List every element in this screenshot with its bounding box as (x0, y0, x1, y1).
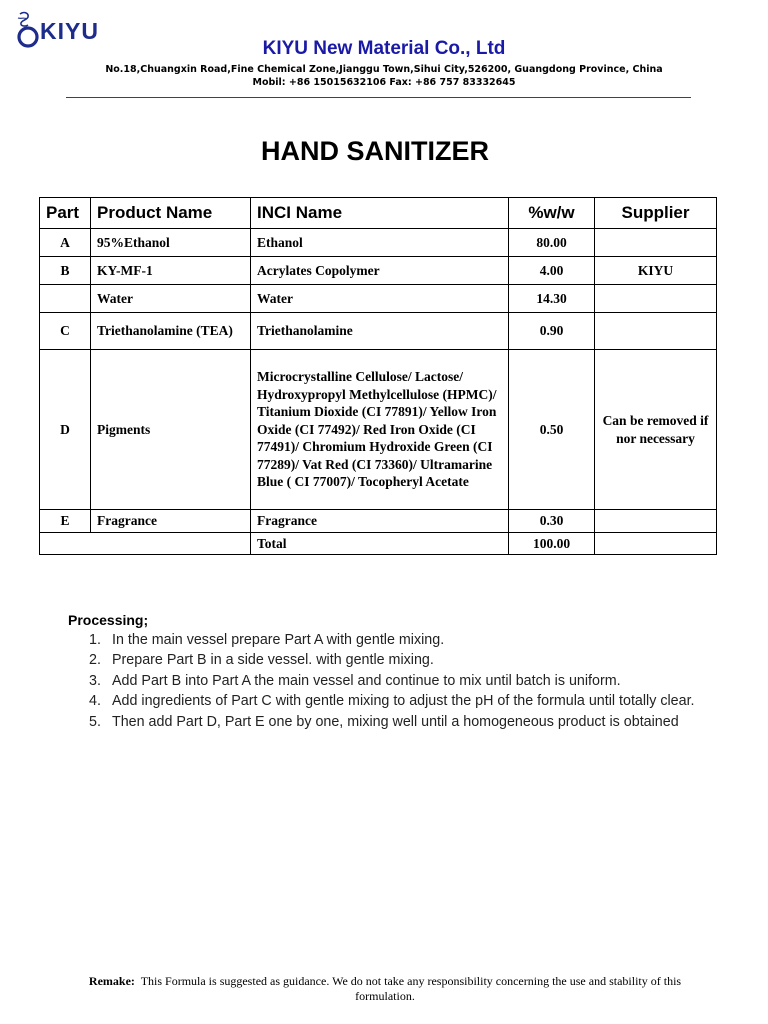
step-text: Prepare Part B in a side vessel. with gentle mixing. (112, 652, 434, 669)
table-row (40, 313, 717, 350)
list-item: 5. Then add Part D, Part E one by one, mixing well until a homogeneous product is obtained (89, 713, 679, 730)
cell-percent: 4.00 (509, 257, 595, 285)
table-row (40, 350, 717, 510)
cell-part: B (40, 257, 91, 285)
cell-product: Water (91, 285, 251, 313)
step-text: Then add Part D, Part E one by one, mixing well until a homogeneous product is obtained (112, 713, 679, 730)
list-item: 4. Add ingredients of Part C with gentle mixing to adjust the pH of the formula until totally clear. (89, 693, 695, 710)
step-text: Add Part B into Part A the main vessel and continue to mix until batch is uniform. (112, 672, 621, 689)
header-divider (66, 97, 691, 98)
logo-text: KIYU (40, 18, 99, 44)
cell-supplier: Can be removed if nor necessary (595, 350, 717, 510)
table-row (40, 229, 717, 257)
cell-percent: 0.50 (509, 350, 595, 510)
cell-supplier (595, 313, 717, 350)
remark-text: This Formula is suggested as guidance. We do not take any responsibility concerning the use and stability of this formulation. (140, 974, 682, 1003)
cell-part: A (40, 229, 91, 257)
cell-part (40, 285, 91, 313)
company-contact: Mobil: +86 15015632106 Fax: +86 757 83332645 (252, 77, 516, 88)
cell-supplier: KIYU (595, 257, 717, 285)
list-item: 1. In the main vessel prepare Part A with gentle mixing. (89, 632, 445, 648)
cell-product: Pigments (91, 350, 251, 510)
table-row (40, 285, 717, 313)
header-product-name: Product Name (91, 198, 251, 229)
cell-inci: Triethanolamine (251, 313, 509, 350)
cell-percent: 0.30 (509, 510, 595, 533)
cell-inci: Acrylates Copolymer (251, 257, 509, 285)
cell-inci: Water (251, 285, 509, 313)
remark-label: Remake: (88, 974, 135, 988)
header-part: Part (40, 198, 91, 229)
formula-table (39, 197, 717, 555)
table-row (40, 257, 717, 285)
page-title: HAND SANITIZER (261, 136, 489, 166)
cell-part: C (40, 313, 91, 350)
cell-product: 95%Ethanol (91, 229, 251, 257)
total-label: Total (251, 533, 509, 555)
header-supplier: Supplier (595, 198, 717, 229)
total-value: 100.00 (509, 533, 595, 555)
table-header-row (40, 198, 717, 229)
cell-percent: 14.30 (509, 285, 595, 313)
cell-supplier (595, 510, 717, 533)
company-name: KIYU New Material Co., Ltd (262, 38, 506, 59)
cell-percent: 0.90 (509, 313, 595, 350)
cell-inci: Ethanol (251, 229, 509, 257)
remark-footer (60, 974, 710, 1004)
step-text: Add ingredients of Part C with gentle mixing to adjust the pH of the formula until totally clear. (112, 693, 695, 710)
cell-product: Fragrance (91, 510, 251, 533)
header-inci-name: INCI Name (251, 198, 509, 229)
list-item: 3. Add Part B into Part A the main vessel and continue to mix until batch is uniform. (89, 672, 621, 689)
total-row (40, 533, 717, 555)
cell-percent: 80.00 (509, 229, 595, 257)
cell-supplier (595, 285, 717, 313)
cell-inci: Fragrance (251, 510, 509, 533)
header-percent: %w/w (509, 198, 595, 229)
processing-steps (68, 630, 708, 732)
cell-product: Triethanolamine (TEA) (91, 313, 251, 350)
processing-title: Processing; (68, 612, 149, 628)
cell-inci: Microcrystalline Cellulose/ Lactose/ Hydroxypropyl Methylcellulose (HPMC)/ Titanium Dioxide (CI 77891)/ Yellow Iron Oxide (CI 77492)/ Red Iron Oxide (CI 77491)/ Chromium Hydroxide Green (CI 77289)/ Vat Red (CI 73360)/ Ultramarine Blue ( CI 77007)/ Tocopheryl Acetate (251, 350, 509, 510)
cell-supplier (595, 229, 717, 257)
company-address: No.18,Chuangxin Road,Fine Chemical Zone,Jianggu Town,Sihui City,526200, Guangdong Province, China (105, 64, 663, 75)
cell-product: KY-MF-1 (91, 257, 251, 285)
cell-part: D (40, 350, 91, 510)
cell-part: E (40, 510, 91, 533)
table-row (40, 510, 717, 533)
step-text: In the main vessel prepare Part A with gentle mixing. (112, 632, 445, 648)
list-item: 2. Prepare Part B in a side vessel. with gentle mixing. (89, 652, 434, 669)
total-supplier (595, 533, 717, 555)
processing-section (68, 612, 708, 732)
total-spacer (40, 533, 251, 555)
